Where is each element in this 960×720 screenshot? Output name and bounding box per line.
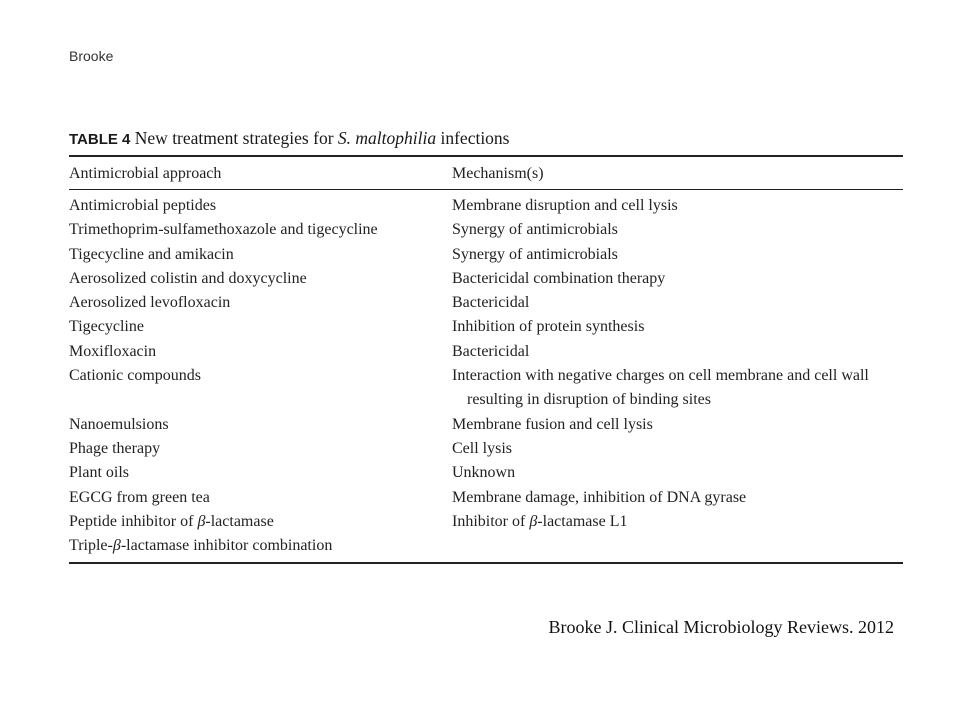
- cell-mechanism: [452, 461, 903, 485]
- table-title: [69, 128, 510, 149]
- table-row: [69, 218, 903, 242]
- column-header-mechanism: Mechanism(s): [452, 165, 544, 182]
- cell-approach: Tigecycline: [69, 318, 144, 336]
- mechanism-line: Membrane fusion and cell lysis: [452, 415, 653, 433]
- mechanism-line: Cell lysis: [452, 439, 513, 457]
- greek-beta-glyph: β: [112, 537, 121, 555]
- table-row: [69, 461, 903, 485]
- table-row: [69, 510, 903, 534]
- cell-mechanism: [452, 218, 903, 242]
- cell-approach: Aerosolized levofloxacin: [69, 294, 231, 312]
- table-row: [69, 486, 903, 510]
- cell-mechanism: [452, 534, 903, 558]
- greek-beta-glyph: β: [529, 512, 538, 530]
- mechanism-line: Bactericidal: [452, 342, 530, 360]
- table-row: [69, 194, 903, 218]
- cell-approach: Tigecycline and amikacin: [69, 245, 234, 263]
- cell-approach: Trimethoprim-sulfamethoxazole and tigecycline: [69, 221, 378, 239]
- mechanism-line: Inhibition of protein synthesis: [452, 318, 645, 336]
- table-row: [69, 364, 903, 413]
- cell-mechanism: [452, 510, 903, 534]
- table-row: [69, 291, 903, 315]
- mechanism-line: Synergy of antimicrobials: [452, 245, 618, 263]
- cell-mechanism: [452, 291, 903, 315]
- cell-approach: Aerosolized colistin and doxycycline: [69, 269, 307, 287]
- mechanism-line: Membrane damage, inhibition of DNA gyrase: [452, 488, 747, 506]
- cell-mechanism: [452, 194, 903, 218]
- mechanism-line: Bactericidal combination therapy: [452, 269, 666, 287]
- table-row: [69, 267, 903, 291]
- table-title-text-2: infections: [436, 128, 510, 148]
- table-row: [69, 243, 903, 267]
- cell-approach: Triple-β-lactamase inhibitor combination: [69, 537, 333, 555]
- cell-mechanism: [452, 267, 903, 291]
- table-top-rule: [69, 155, 903, 157]
- cell-approach: Peptide inhibitor of β-lactamase: [69, 512, 274, 530]
- column-header-approach: Antimicrobial approach: [69, 165, 222, 182]
- table-title-text-1: New treatment strategies for: [130, 128, 338, 148]
- cell-mechanism: [452, 243, 903, 267]
- mechanism-line: [452, 534, 903, 558]
- cell-mechanism: [452, 340, 903, 364]
- mechanism-line: Membrane disruption and cell lysis: [452, 197, 678, 214]
- cell-mechanism: [452, 315, 903, 339]
- cell-approach: EGCG from green tea: [69, 488, 210, 506]
- cell-mechanism: [452, 413, 903, 437]
- cell-approach: Phage therapy: [69, 439, 161, 457]
- table-label: TABLE 4: [69, 131, 131, 148]
- greek-beta-glyph: β: [197, 512, 206, 530]
- table-title-organism: S. maltophilia: [337, 128, 437, 148]
- cell-mechanism: [452, 486, 903, 510]
- mechanism-line: Interaction with negative charges on cell membrane and cell wall: [452, 367, 869, 385]
- cell-approach: Nanoemulsions: [69, 415, 169, 433]
- table-row: [69, 437, 903, 461]
- table-row: [69, 340, 903, 364]
- mechanism-continuation-line: resulting in disruption of binding sites: [467, 391, 711, 409]
- mechanism-line: Unknown: [452, 464, 516, 482]
- cell-approach: Plant oils: [69, 464, 130, 482]
- cell-mechanism: [452, 437, 903, 461]
- cell-mechanism: [452, 364, 903, 413]
- mechanism-line: Synergy of antimicrobials: [452, 221, 618, 239]
- cell-approach: Cationic compounds: [69, 367, 201, 385]
- cell-approach: Moxifloxacin: [69, 342, 157, 360]
- mechanism-line: Bactericidal: [452, 294, 530, 312]
- table-body: [69, 194, 903, 558]
- table-header-rule: [69, 189, 903, 190]
- mechanism-line: Inhibitor of β-lactamase L1: [452, 512, 628, 530]
- cell-approach: Antimicrobial peptides: [69, 197, 217, 214]
- running-head: Brooke: [69, 48, 114, 64]
- table-bottom-rule: [69, 562, 903, 564]
- table-row: [69, 413, 903, 437]
- citation: Brooke J. Clinical Microbiology Reviews. 2012: [548, 617, 894, 637]
- table-row: [69, 315, 903, 339]
- table-row: [69, 534, 903, 558]
